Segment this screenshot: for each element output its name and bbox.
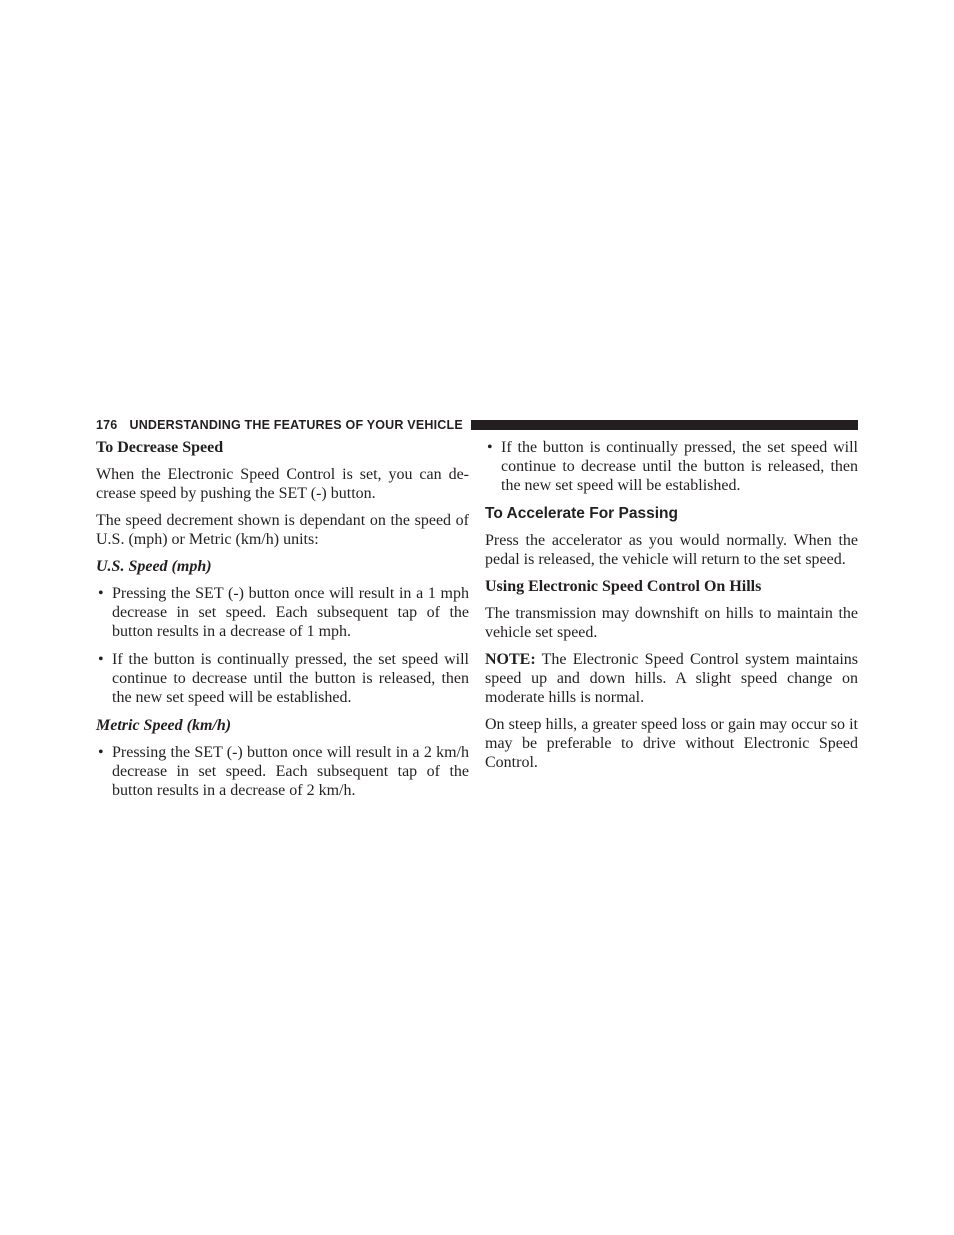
heading-us-speed: U.S. Speed (mph) [96,558,212,575]
heading-decrease-speed: To Decrease Speed [96,439,224,456]
list-item-text: Pressing the SET (-) button once will result in a 2 km/h decrease in set speed. Each subsequent tap of the button results in a decrease of 2 km/h. [112,744,469,799]
heading-hills: Using Electronic Speed Control On Hills [485,578,762,595]
page-number: 176 [96,418,118,432]
continued-bullet-list [485,438,858,495]
metric-bullet-list [96,743,469,800]
list-item [96,743,469,800]
bullet-icon: • [98,651,104,668]
paragraph-decrease-2: The speed decrement shown is dependant on the speed of U.S. (mph) or Metric (km/h) units: [96,512,469,548]
list-item-text: If the button is continually pressed, the set speed will continue to decrease until the button is released, then the new set speed will be established. [112,651,469,706]
list-item-text: If the button is continually pressed, the set speed will continue to decrease until the button is released, then the new set speed will be established. [501,439,858,494]
header-rule [471,420,858,430]
us-bullet-list [96,584,469,707]
note-label: NOTE: [485,651,536,668]
right-column [485,438,858,780]
note-text: The Electronic Speed Control system maintains speed up and down hills. A slight speed change on moderate hills is normal. [485,651,858,706]
paragraph-hills-2: On steep hills, a greater speed loss or gain may occur so it may be preferable to drive without Electronic Speed Control. [485,716,858,771]
bullet-icon: • [487,439,493,456]
paragraph-decrease-1: When the Electronic Speed Control is set, you can de-crease speed by pushing the SET (-) button. [96,466,469,502]
list-item-text: Pressing the SET (-) button once will result in a 1 mph decrease in set speed. Each subsequent tap of the button results in a decrease of 1 mph. [112,585,469,640]
paragraph-passing: Press the accelerator as you would normally. When the pedal is released, the vehicle will return to the set speed. [485,532,858,568]
left-column [96,438,469,809]
section-title: UNDERSTANDING THE FEATURES OF YOUR VEHICLE [129,418,463,432]
page-header [96,416,858,434]
heading-accelerate-passing: To Accelerate For Passing [485,505,678,522]
heading-metric-speed: Metric Speed (km/h) [96,717,232,734]
paragraph-hills-1: The transmission may downshift on hills to maintain the vehicle set speed. [485,605,858,641]
list-item [485,438,858,495]
note-paragraph [485,650,858,707]
list-item [96,584,469,641]
bullet-icon: • [98,585,104,602]
list-item [96,650,469,707]
bullet-icon: • [98,744,104,761]
